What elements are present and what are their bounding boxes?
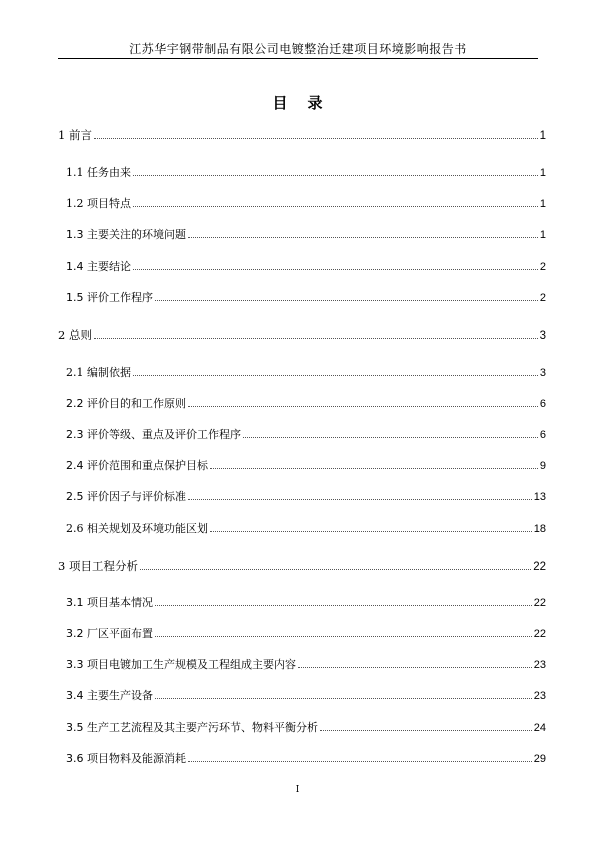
toc-entry-page: 22 xyxy=(533,628,546,640)
toc-entry-page: 3 xyxy=(539,330,546,342)
toc-entry-label: 3.3 项目电镀加工生产规模及工程组成主要内容 xyxy=(66,658,296,671)
toc-entry-label: 2.4 评价范围和重点保护目标 xyxy=(66,459,208,472)
page-number: I xyxy=(295,785,300,795)
toc-entry-page: 2 xyxy=(539,292,546,304)
toc-leader-dots xyxy=(243,437,538,438)
toc-entry-label: 3.6 项目物料及能源消耗 xyxy=(66,752,186,765)
toc-entry-page: 2 xyxy=(539,261,546,273)
toc-leader-dots xyxy=(94,138,538,139)
toc-leader-dots xyxy=(94,338,538,339)
toc-leader-dots xyxy=(210,468,538,469)
toc-entry-page: 18 xyxy=(533,523,546,535)
toc-entry-label: 2.2 评价目的和工作原则 xyxy=(66,397,186,410)
toc-leader-dots xyxy=(155,605,532,606)
toc-entry-label: 3.2 厂区平面布置 xyxy=(66,627,153,640)
toc-entry[interactable] xyxy=(58,328,546,343)
toc-entry[interactable] xyxy=(66,260,546,274)
toc-entry-label: 3.4 主要生产设备 xyxy=(66,689,153,702)
toc-entry[interactable] xyxy=(66,228,546,242)
toc-title xyxy=(0,92,595,113)
toc-leader-dots xyxy=(133,175,538,176)
toc-entry-page: 1 xyxy=(539,229,546,241)
toc-entry-label: 1.3 主要关注的环境问题 xyxy=(66,228,186,241)
toc-leader-dots xyxy=(133,269,538,270)
toc-entry-label: 3.1 项目基本情况 xyxy=(66,596,153,609)
toc-leader-dots xyxy=(155,636,532,637)
toc-entry-page: 13 xyxy=(533,491,546,503)
toc-entry[interactable] xyxy=(66,459,546,473)
toc-entry[interactable] xyxy=(66,596,546,610)
toc-leader-dots xyxy=(133,206,538,207)
toc-entry-label: 2 总则 xyxy=(58,328,92,342)
toc-title-char-2: 录 xyxy=(307,94,323,112)
toc-entry[interactable] xyxy=(66,721,546,735)
toc-entry-label: 3.5 生产工艺流程及其主要产污环节、物料平衡分析 xyxy=(66,721,318,734)
toc-entry[interactable] xyxy=(58,128,546,143)
toc-entry-page: 23 xyxy=(533,659,546,671)
toc-entry-page: 24 xyxy=(533,722,546,734)
toc-leader-dots xyxy=(210,531,532,532)
toc-entry-page: 1 xyxy=(539,167,546,179)
toc-leader-dots xyxy=(155,300,538,301)
toc-leader-dots xyxy=(188,499,532,500)
toc-entry-label: 1.2 项目特点 xyxy=(66,197,131,210)
toc-entry[interactable] xyxy=(66,522,546,536)
toc-entry-label: 2.3 评价等级、重点及评价工作程序 xyxy=(66,428,241,441)
toc-entry-label: 1.4 主要结论 xyxy=(66,260,131,273)
toc-entry[interactable] xyxy=(66,428,546,442)
running-header: 江苏华宇钢带制品有限公司电镀整治迁建项目环境影响报告书 xyxy=(129,42,467,56)
toc-leader-dots xyxy=(188,237,538,238)
toc-leader-dots xyxy=(188,761,532,762)
toc-title-char-1: 目 xyxy=(272,94,288,112)
toc-leader-dots xyxy=(133,375,538,376)
toc-entry-label: 1 前言 xyxy=(58,128,92,142)
toc-entry-label: 1.5 评价工作程序 xyxy=(66,291,153,304)
toc-entry-page: 6 xyxy=(539,429,546,441)
toc-entry[interactable] xyxy=(66,291,546,305)
toc-entry-page: 1 xyxy=(539,130,546,142)
header-divider xyxy=(58,58,538,59)
toc-leader-dots xyxy=(155,698,532,699)
toc-entry-label: 2.5 评价因子与评价标准 xyxy=(66,490,186,503)
toc-entry-page: 22 xyxy=(533,597,546,609)
toc-entry[interactable] xyxy=(66,752,546,766)
toc-entry[interactable] xyxy=(66,166,546,180)
toc-leader-dots xyxy=(320,730,532,731)
toc-entry-page: 1 xyxy=(539,198,546,210)
toc-entry-page: 3 xyxy=(539,367,546,379)
toc-leader-dots xyxy=(140,569,531,570)
toc-entry-label: 1.1 任务由来 xyxy=(66,166,131,179)
toc-entry-page: 6 xyxy=(539,398,546,410)
toc-leader-dots xyxy=(298,667,532,668)
toc-entry-page: 9 xyxy=(539,460,546,472)
toc-entry-label: 2.6 相关规划及环境功能区划 xyxy=(66,522,208,535)
toc-entry[interactable] xyxy=(66,397,546,411)
toc-entry[interactable] xyxy=(66,627,546,641)
toc-entry[interactable] xyxy=(66,366,546,380)
toc-entry-page: 22 xyxy=(533,561,546,573)
toc-entry-label: 2.1 编制依据 xyxy=(66,366,131,379)
toc-entry[interactable] xyxy=(66,490,546,504)
toc-entry-page: 29 xyxy=(533,753,546,765)
toc-entry[interactable] xyxy=(66,658,546,672)
toc-entry[interactable] xyxy=(66,197,546,211)
toc-entry[interactable] xyxy=(58,559,546,574)
toc-entry-page: 23 xyxy=(533,690,546,702)
toc-entry-label: 3 项目工程分析 xyxy=(58,559,138,573)
toc-leader-dots xyxy=(188,406,538,407)
toc-entry[interactable] xyxy=(66,689,546,703)
